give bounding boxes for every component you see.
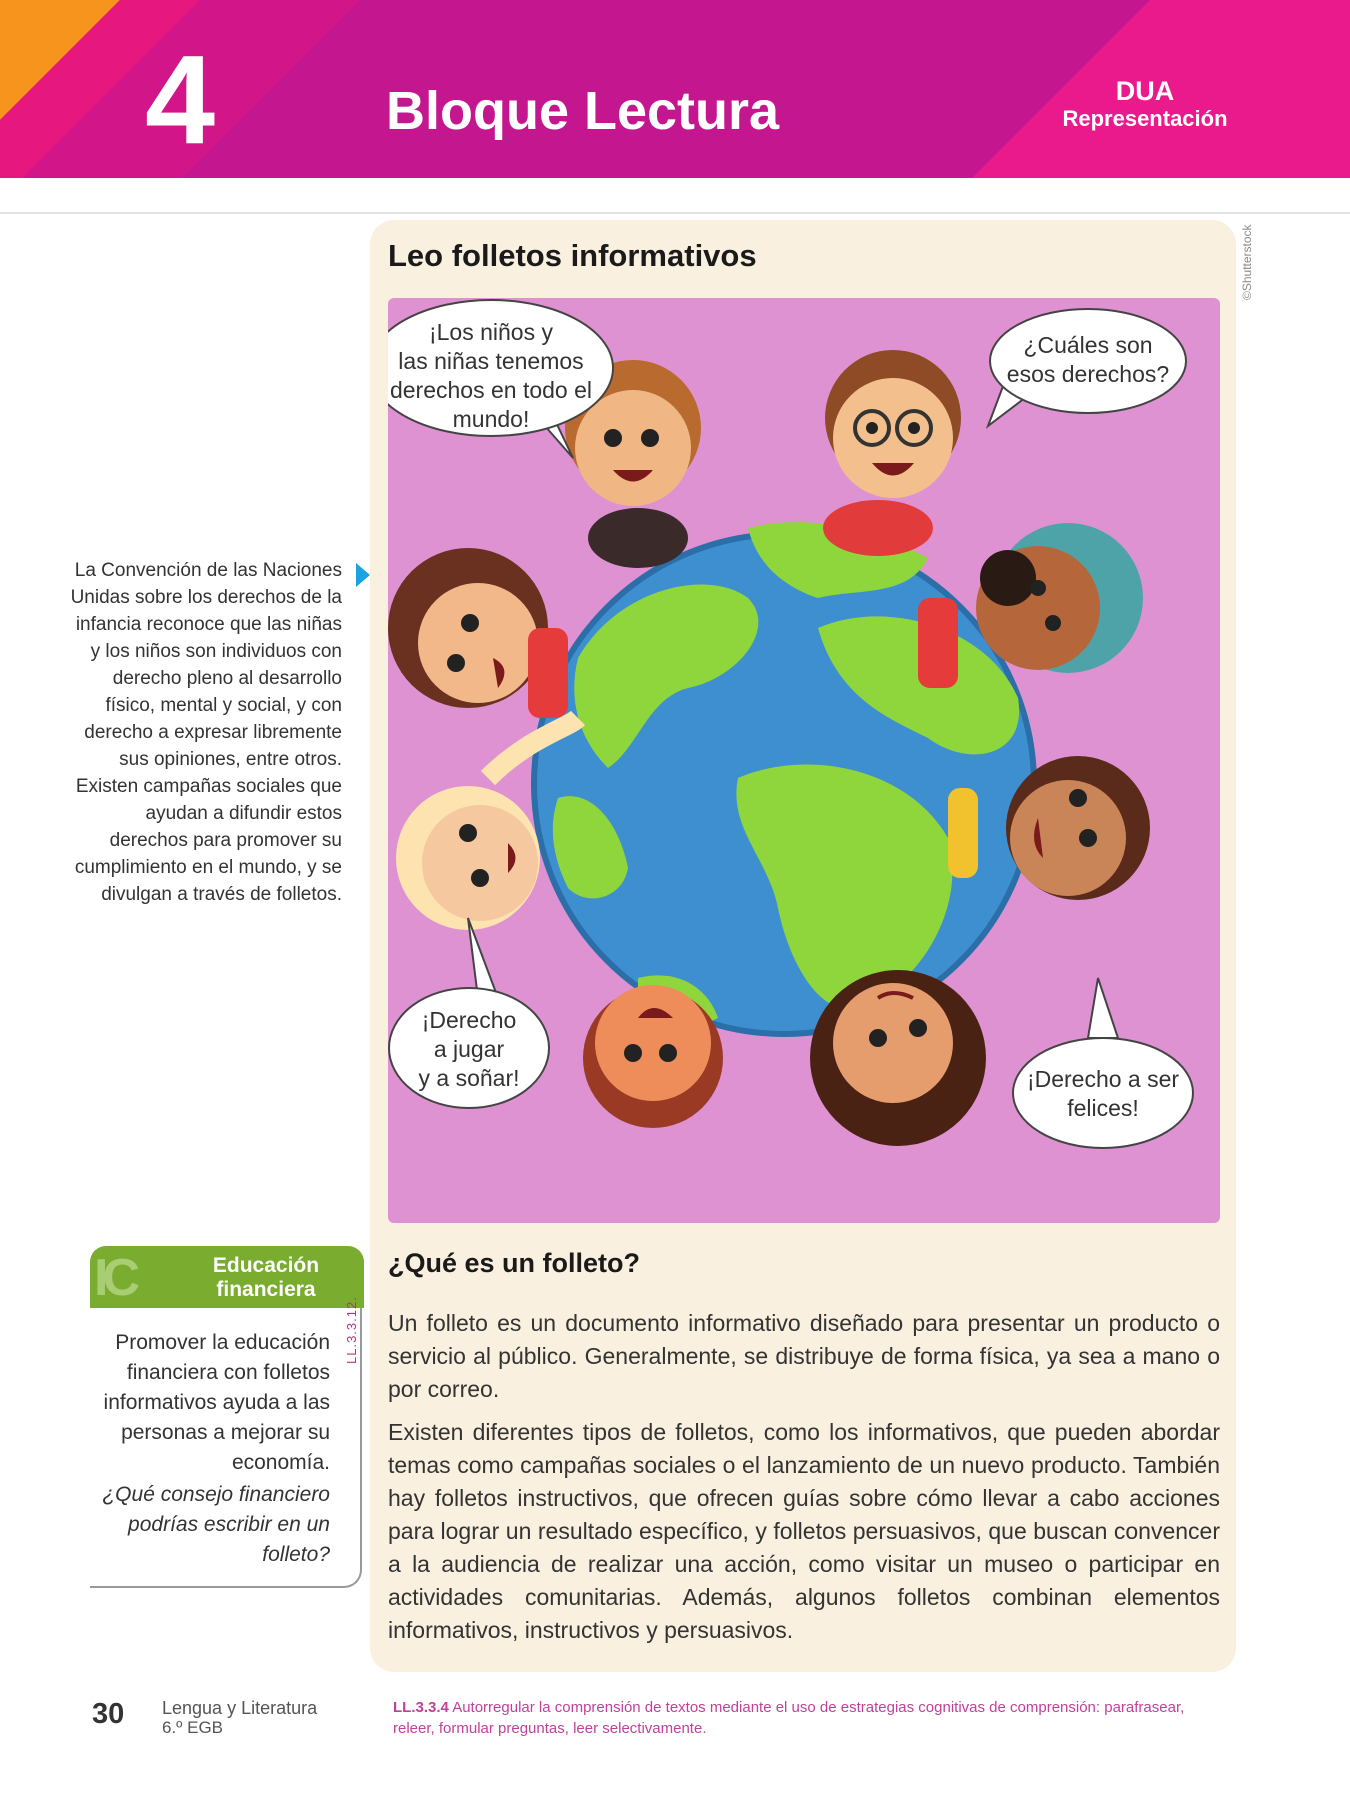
- header-banner: [0, 0, 1350, 178]
- financial-education-header: [90, 1246, 364, 1308]
- bubble-line: ¿Cuáles son: [1023, 332, 1153, 358]
- bubble-line: y a soñar!: [418, 1065, 520, 1091]
- skill-code-vertical: LL.3.3.12.: [344, 1296, 359, 1364]
- bubble-line: derechos en todo el: [389, 377, 593, 403]
- pointer-arrow-icon: [356, 563, 370, 587]
- bubble-line: ¡Derecho: [421, 1007, 517, 1033]
- image-credit: ©Shutterstock: [1240, 224, 1254, 300]
- bubble-line: mundo!: [452, 406, 530, 432]
- bubble-line: esos derechos?: [1006, 361, 1170, 387]
- paragraph-1: Un folleto es un documento informativo diseñado para presentar un producto o servicio al público. Generalmente, se distribuye de forma física, ya sea a mano o por correo.: [388, 1310, 1220, 1402]
- skill-text: Autorregular la comprensión de textos mediante el uso de estrategias cognitivas de comprensión: parafrasear, releer, formular preguntas, leer selectivamente.: [393, 1699, 1185, 1737]
- bubble-text-rights-world: [388, 318, 601, 434]
- ic-logo-icon: IC: [94, 1249, 134, 1307]
- page-number: 30: [92, 1698, 125, 1730]
- child-bottom-right: [810, 970, 986, 1146]
- financial-question: ¿Qué consejo financiero podrías escribir en un folleto?: [102, 1483, 330, 1566]
- dua-label: DUA: [1115, 76, 1175, 106]
- financial-education-box: [90, 1246, 364, 1588]
- footer-subject: Lengua y Literatura: [162, 1698, 318, 1718]
- child-left: [388, 548, 568, 718]
- bubble-line: felices!: [1067, 1095, 1139, 1121]
- child-right-top: [918, 523, 1143, 688]
- bubble-text-play-dream: [394, 1006, 544, 1093]
- financial-text: Promover la educación financiera con folletos informativos ayuda a las personas a mejorar su economía.: [103, 1331, 330, 1474]
- bubble-line: ¡Derecho a ser: [1026, 1066, 1180, 1092]
- paragraph-2: Existen diferentes tipos de folletos, como los informativos, que pueden abordar temas como campañas sociales o el lanzamiento de un nuevo producto. También hay folletos instructivos, que ofrecen guías sobre cómo llevar a cabo acciones para lograr un resultado específico, y folletos persuasivos, que buscan convencer a la audiencia de realizar una acción, como visitar un museo o participar en actividades comunitarias. Además, algunos folletos combinan elementos informativos, instructivos y persuasivos.: [388, 1419, 1220, 1643]
- financial-title-line: Educación: [212, 1254, 320, 1277]
- footer-skill: [393, 1697, 1193, 1739]
- financial-title-line: financiera: [216, 1278, 316, 1301]
- bubble-line: las niñas tenemos: [398, 348, 584, 374]
- skill-code: LL.3.3.4: [393, 1699, 449, 1716]
- child-top-right: [823, 350, 961, 556]
- financial-education-title: [176, 1254, 356, 1302]
- bubble-text-happy: [1018, 1065, 1188, 1123]
- header-divider: [0, 212, 1350, 214]
- dua-sublabel: Representación: [1062, 106, 1228, 131]
- bubble-text-which-rights: [998, 331, 1178, 389]
- sidebar-note: La Convención de las Naciones Unidas sobre los derechos de la infancia reconoce que las niñas y los niños son individuos con derecho pleno al desarrollo físico, mental y social, y con derecho a expresar libremente sus opiniones, entre otros. Existen campañas sociales que ayudan a difundir estos derechos para promover su cumplimiento en el mundo, y se divulgan a través de folletos.: [70, 560, 342, 905]
- question-title: ¿Qué es un folleto?: [388, 1248, 641, 1278]
- bubble-line: a jugar: [433, 1036, 505, 1062]
- unit-number: 4: [144, 29, 216, 170]
- children-globe-illustration: [388, 298, 1220, 1223]
- page-title: Bloque Lectura: [386, 81, 780, 141]
- section-title: Leo folletos informativos: [388, 238, 757, 273]
- footer-grade: 6.º EGB: [162, 1718, 224, 1737]
- bubble-line: ¡Los niños y: [428, 319, 553, 345]
